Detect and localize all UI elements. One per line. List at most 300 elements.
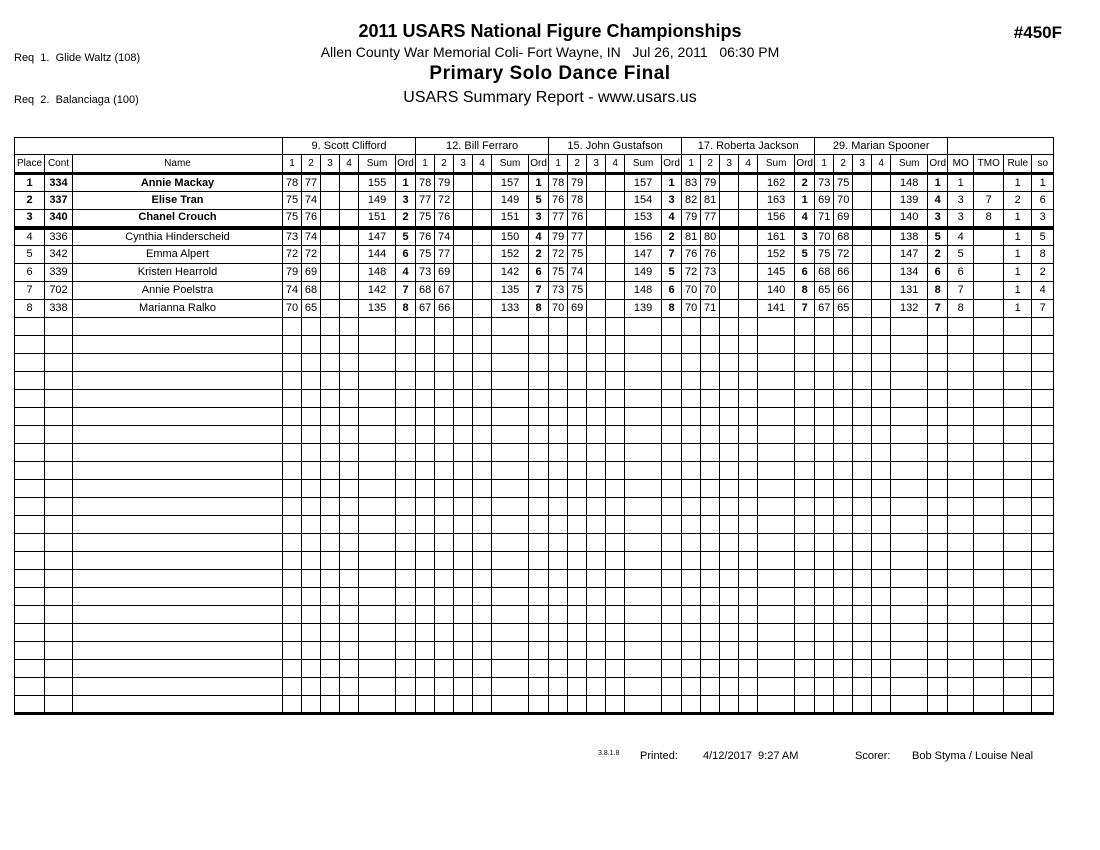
judge3-score-cell <box>549 606 568 624</box>
judge3-ordinal-cell: 8 <box>662 300 682 318</box>
judge4-score-cell <box>739 282 758 300</box>
judge4-score-cell: 82 <box>682 192 701 210</box>
judge5-sum-cell: 139 <box>891 192 928 210</box>
judge5-score-cell <box>834 390 853 408</box>
judge4-score-cell <box>682 624 701 642</box>
judge2-score-cell <box>416 354 435 372</box>
judge4-ordinal-cell <box>795 426 815 444</box>
judge2-score-cell <box>473 696 492 714</box>
judge5-sum-cell <box>891 480 928 498</box>
judge5-score-cell <box>872 624 891 642</box>
judge1-score-cell <box>321 498 340 516</box>
judge1-score-cell <box>321 426 340 444</box>
judge3-score-cell <box>606 444 625 462</box>
judge5-score-cell <box>834 570 853 588</box>
judge3-score-cell <box>587 534 606 552</box>
judge5-score-cell <box>834 336 853 354</box>
judge3-score-cell <box>568 390 587 408</box>
col-header-judge4-3: 3 <box>720 155 739 174</box>
judge2-score-cell <box>454 534 473 552</box>
judge3-score-cell <box>549 354 568 372</box>
contestant-number-cell <box>45 408 73 426</box>
judge3-ordinal-cell: 2 <box>662 228 682 246</box>
judge2-score-cell <box>435 390 454 408</box>
judge3-ordinal-cell: 7 <box>662 246 682 264</box>
judge1-score-cell <box>321 480 340 498</box>
judge4-score-cell: 79 <box>701 174 720 192</box>
judge4-score-cell <box>720 372 739 390</box>
judge5-score-cell <box>834 462 853 480</box>
judge1-ordinal-cell <box>396 678 416 696</box>
judge1-score-cell <box>283 408 302 426</box>
judge3-score-cell <box>587 264 606 282</box>
col-header-judge1-4: 4 <box>340 155 359 174</box>
judge4-sum-cell: 152 <box>758 246 795 264</box>
mo-cell: 3 <box>948 210 974 228</box>
judge3-score-cell <box>549 588 568 606</box>
tmo-cell <box>974 552 1004 570</box>
judge5-ordinal-cell <box>928 480 948 498</box>
judge5-sum-cell <box>891 588 928 606</box>
judge4-ordinal-cell <box>795 408 815 426</box>
judge1-score-cell <box>321 444 340 462</box>
judge2-score-cell <box>473 534 492 552</box>
judge-header-3: 15. John Gustafson <box>549 138 682 155</box>
judge4-sum-cell <box>758 642 795 660</box>
judge4-sum-cell <box>758 606 795 624</box>
judge5-score-cell <box>872 426 891 444</box>
judge2-score-cell <box>416 390 435 408</box>
place-cell <box>15 408 45 426</box>
judge4-ordinal-cell <box>795 462 815 480</box>
judge4-sum-cell <box>758 426 795 444</box>
judge3-score-cell <box>549 408 568 426</box>
judge4-score-cell <box>682 480 701 498</box>
judge1-ordinal-cell: 1 <box>396 174 416 192</box>
place-cell <box>15 480 45 498</box>
judge5-score-cell <box>872 498 891 516</box>
judge1-score-cell <box>302 354 321 372</box>
tmo-cell <box>974 174 1004 192</box>
judge1-sum-cell <box>359 624 396 642</box>
judge1-sum-cell: 147 <box>359 228 396 246</box>
col-header-judge5-ord: Ord <box>928 155 948 174</box>
judge1-sum-cell <box>359 588 396 606</box>
judge3-score-cell <box>568 444 587 462</box>
judge3-score-cell: 77 <box>568 228 587 246</box>
judge5-score-cell <box>853 660 872 678</box>
judge2-score-cell <box>416 588 435 606</box>
rule-cell <box>1004 318 1032 336</box>
judge5-sum-cell <box>891 444 928 462</box>
judge2-ordinal-cell: 2 <box>529 246 549 264</box>
judge2-score-cell <box>435 678 454 696</box>
judge5-ordinal-cell <box>928 696 948 714</box>
judge1-score-cell <box>302 390 321 408</box>
judge4-ordinal-cell <box>795 336 815 354</box>
judge4-ordinal-cell <box>795 354 815 372</box>
judge3-ordinal-cell <box>662 624 682 642</box>
judge2-ordinal-cell <box>529 318 549 336</box>
skater-name-cell <box>73 534 283 552</box>
judge4-sum-cell <box>758 390 795 408</box>
col-header-judge3-4: 4 <box>606 155 625 174</box>
judge2-score-cell <box>435 660 454 678</box>
judge3-score-cell <box>606 390 625 408</box>
judge1-score-cell <box>340 282 359 300</box>
judge1-score-cell: 74 <box>302 192 321 210</box>
judge4-score-cell <box>739 570 758 588</box>
judge5-score-cell <box>872 354 891 372</box>
judge3-score-cell <box>606 480 625 498</box>
empty-row <box>15 408 1054 426</box>
judge1-score-cell <box>340 246 359 264</box>
judge3-sum-cell <box>625 408 662 426</box>
judge1-score-cell <box>340 498 359 516</box>
judge1-score-cell <box>321 228 340 246</box>
col-header-judge4-4: 4 <box>739 155 758 174</box>
rule-cell <box>1004 534 1032 552</box>
judge4-ordinal-cell <box>795 678 815 696</box>
judge2-score-cell <box>454 192 473 210</box>
judge4-score-cell <box>701 390 720 408</box>
judge2-score-cell <box>454 210 473 228</box>
judge4-score-cell <box>701 552 720 570</box>
judge5-sum-cell: 140 <box>891 210 928 228</box>
judge3-score-cell <box>606 300 625 318</box>
so-cell: 5 <box>1032 228 1054 246</box>
judge1-score-cell <box>283 660 302 678</box>
judge4-ordinal-cell: 1 <box>795 192 815 210</box>
tmo-cell <box>974 246 1004 264</box>
rule-cell <box>1004 552 1032 570</box>
judge2-score-cell <box>454 588 473 606</box>
judge2-sum-cell <box>492 588 529 606</box>
col-header-judge2-2: 2 <box>435 155 454 174</box>
judge3-score-cell <box>568 408 587 426</box>
championship-title: 2011 USARS National Figure Championships <box>358 21 742 41</box>
judge1-sum-cell <box>359 696 396 714</box>
judge3-score-cell <box>549 336 568 354</box>
judge5-sum-cell <box>891 516 928 534</box>
judge4-sum-cell <box>758 552 795 570</box>
judge3-score-cell <box>587 462 606 480</box>
judge2-score-cell <box>473 552 492 570</box>
judge1-score-cell <box>283 336 302 354</box>
result-row-place-1 <box>15 174 1054 192</box>
judge1-sum-cell <box>359 570 396 588</box>
judge5-score-cell <box>853 390 872 408</box>
judge1-sum-cell <box>359 534 396 552</box>
judge3-score-cell <box>606 282 625 300</box>
judge1-ordinal-cell: 2 <box>396 210 416 228</box>
rule-cell <box>1004 696 1032 714</box>
judge4-score-cell <box>720 390 739 408</box>
judge2-score-cell <box>435 588 454 606</box>
rule-cell: 1 <box>1004 300 1032 318</box>
rule-cell: 2 <box>1004 192 1032 210</box>
judge1-score-cell <box>340 606 359 624</box>
judge4-ordinal-cell <box>795 624 815 642</box>
rule-cell <box>1004 570 1032 588</box>
judge5-score-cell <box>853 354 872 372</box>
judge3-score-cell <box>606 246 625 264</box>
judge4-sum-cell <box>758 534 795 552</box>
judge4-score-cell <box>682 372 701 390</box>
judge1-score-cell <box>340 354 359 372</box>
judge2-score-cell <box>435 462 454 480</box>
judge4-ordinal-cell <box>795 552 815 570</box>
judge3-ordinal-cell <box>662 336 682 354</box>
judge5-score-cell: 68 <box>834 228 853 246</box>
judge3-ordinal-cell <box>662 444 682 462</box>
judge4-score-cell <box>739 660 758 678</box>
judge3-ordinal-cell <box>662 318 682 336</box>
judge2-sum-cell <box>492 462 529 480</box>
tmo-cell <box>974 300 1004 318</box>
judge3-ordinal-cell: 4 <box>662 210 682 228</box>
result-row-place-8 <box>15 300 1054 318</box>
judge1-ordinal-cell: 6 <box>396 246 416 264</box>
judge5-sum-cell: 147 <box>891 246 928 264</box>
judge4-score-cell <box>682 462 701 480</box>
judge5-score-cell <box>815 624 834 642</box>
judge4-ordinal-cell <box>795 498 815 516</box>
judge4-sum-cell <box>758 588 795 606</box>
judge5-score-cell <box>815 480 834 498</box>
tmo-cell <box>974 498 1004 516</box>
judge1-score-cell <box>283 480 302 498</box>
judge4-score-cell <box>701 336 720 354</box>
so-cell <box>1032 678 1054 696</box>
result-row-place-6 <box>15 264 1054 282</box>
skater-name-cell <box>73 336 283 354</box>
judge1-score-cell <box>283 678 302 696</box>
judge3-score-cell <box>587 552 606 570</box>
judge1-score-cell <box>302 444 321 462</box>
judge1-ordinal-cell: 5 <box>396 228 416 246</box>
judge4-score-cell <box>701 318 720 336</box>
judge5-score-cell <box>853 408 872 426</box>
skater-name-cell <box>73 570 283 588</box>
judge5-score-cell <box>872 588 891 606</box>
judge1-score-cell <box>340 174 359 192</box>
judge5-score-cell <box>872 264 891 282</box>
contestant-number-cell <box>45 552 73 570</box>
place-cell: 2 <box>15 192 45 210</box>
judge5-score-cell <box>853 696 872 714</box>
judge5-score-cell <box>872 606 891 624</box>
judge4-score-cell <box>739 534 758 552</box>
rule-cell: 1 <box>1004 174 1032 192</box>
rule-cell <box>1004 480 1032 498</box>
judge1-ordinal-cell <box>396 408 416 426</box>
judge2-sum-cell: 157 <box>492 174 529 192</box>
judge2-ordinal-cell <box>529 354 549 372</box>
judge4-score-cell <box>701 696 720 714</box>
judge2-score-cell <box>473 624 492 642</box>
judge2-score-cell: 67 <box>435 282 454 300</box>
judge1-sum-cell: 142 <box>359 282 396 300</box>
place-cell: 3 <box>15 210 45 228</box>
judge4-sum-cell: 156 <box>758 210 795 228</box>
judge1-score-cell <box>321 642 340 660</box>
judge4-ordinal-cell <box>795 570 815 588</box>
judge5-score-cell <box>853 480 872 498</box>
empty-row <box>15 570 1054 588</box>
judge4-score-cell <box>720 678 739 696</box>
judge4-score-cell <box>682 570 701 588</box>
judge4-score-cell <box>701 444 720 462</box>
place-cell <box>15 444 45 462</box>
judge3-score-cell <box>606 606 625 624</box>
judge5-sum-cell <box>891 318 928 336</box>
judge2-score-cell <box>473 660 492 678</box>
judge2-sum-cell <box>492 660 529 678</box>
mo-cell <box>948 516 974 534</box>
judge4-score-cell <box>720 228 739 246</box>
judge2-sum-cell <box>492 444 529 462</box>
judge5-sum-cell <box>891 336 928 354</box>
judge2-ordinal-cell <box>529 390 549 408</box>
judge4-score-cell <box>720 408 739 426</box>
judge4-score-cell <box>739 498 758 516</box>
judge3-score-cell <box>606 354 625 372</box>
judge3-ordinal-cell <box>662 570 682 588</box>
judge4-score-cell <box>682 660 701 678</box>
judge1-score-cell <box>321 408 340 426</box>
judge2-ordinal-cell: 8 <box>529 300 549 318</box>
judge1-sum-cell: 135 <box>359 300 396 318</box>
col-header-name: Name <box>73 155 283 174</box>
judge1-score-cell <box>340 336 359 354</box>
judge4-score-cell <box>720 696 739 714</box>
judge2-score-cell <box>454 408 473 426</box>
printed-timestamp: 4/12/2017 9:27 AM <box>703 750 799 762</box>
skater-name-cell <box>73 588 283 606</box>
judge1-score-cell <box>283 498 302 516</box>
place-cell <box>15 336 45 354</box>
mo-cell <box>948 606 974 624</box>
so-cell <box>1032 642 1054 660</box>
col-header-judge3-3: 3 <box>587 155 606 174</box>
skater-name-cell <box>73 624 283 642</box>
judge1-score-cell <box>340 300 359 318</box>
judge3-score-cell <box>568 606 587 624</box>
judge4-ordinal-cell <box>795 372 815 390</box>
judge5-ordinal-cell <box>928 678 948 696</box>
judge2-score-cell: 75 <box>416 246 435 264</box>
judge5-score-cell <box>853 372 872 390</box>
judge2-score-cell <box>473 336 492 354</box>
judge1-score-cell <box>283 606 302 624</box>
judge1-score-cell: 65 <box>302 300 321 318</box>
judge3-score-cell <box>606 678 625 696</box>
judge2-score-cell <box>454 390 473 408</box>
judge3-score-cell <box>587 642 606 660</box>
judge4-score-cell: 76 <box>682 246 701 264</box>
judge5-score-cell <box>815 372 834 390</box>
judge4-ordinal-cell <box>795 696 815 714</box>
judge3-score-cell <box>606 426 625 444</box>
so-cell <box>1032 408 1054 426</box>
judge5-score-cell <box>872 462 891 480</box>
skater-name-cell <box>73 354 283 372</box>
judge3-ordinal-cell <box>662 696 682 714</box>
tmo-cell <box>974 570 1004 588</box>
judge4-score-cell <box>720 642 739 660</box>
contestant-number-cell <box>45 534 73 552</box>
judge1-score-cell <box>340 642 359 660</box>
judge1-score-cell <box>283 552 302 570</box>
judge2-sum-cell <box>492 696 529 714</box>
judge5-sum-cell <box>891 660 928 678</box>
judge5-ordinal-cell: 5 <box>928 228 948 246</box>
place-cell <box>15 660 45 678</box>
mo-cell <box>948 624 974 642</box>
judge3-score-cell <box>606 534 625 552</box>
judge5-score-cell <box>853 516 872 534</box>
judge2-sum-cell: 133 <box>492 300 529 318</box>
judge4-score-cell: 72 <box>682 264 701 282</box>
judge4-score-cell <box>701 678 720 696</box>
so-cell: 1 <box>1032 174 1054 192</box>
judge2-score-cell <box>416 462 435 480</box>
judge1-score-cell <box>321 390 340 408</box>
judge2-score-cell <box>473 354 492 372</box>
judge4-score-cell <box>720 426 739 444</box>
judge3-score-cell <box>606 192 625 210</box>
result-row-place-2 <box>15 192 1054 210</box>
judge3-score-cell <box>549 516 568 534</box>
judge4-ordinal-cell: 6 <box>795 264 815 282</box>
judge-header-row <box>15 138 1054 155</box>
judge1-score-cell <box>321 678 340 696</box>
judge2-score-cell <box>454 372 473 390</box>
judge5-score-cell <box>872 300 891 318</box>
place-cell <box>15 534 45 552</box>
judge5-score-cell <box>815 534 834 552</box>
judge4-score-cell <box>682 534 701 552</box>
col-header-place: Place <box>15 155 45 174</box>
so-cell: 3 <box>1032 210 1054 228</box>
mo-cell <box>948 372 974 390</box>
empty-row <box>15 336 1054 354</box>
judge5-score-cell <box>815 606 834 624</box>
judge2-score-cell <box>416 570 435 588</box>
judge2-ordinal-cell <box>529 498 549 516</box>
judge5-sum-cell <box>891 534 928 552</box>
judge4-sum-cell: 162 <box>758 174 795 192</box>
judge1-ordinal-cell <box>396 696 416 714</box>
judge3-score-cell <box>549 390 568 408</box>
judge1-sum-cell <box>359 516 396 534</box>
judge4-sum-cell <box>758 678 795 696</box>
judge4-score-cell <box>682 390 701 408</box>
judge3-score-cell <box>606 642 625 660</box>
judge1-score-cell <box>302 498 321 516</box>
rule-cell: 1 <box>1004 228 1032 246</box>
col-header-judge1-3: 3 <box>321 155 340 174</box>
judge2-score-cell <box>473 246 492 264</box>
judge4-score-cell <box>720 300 739 318</box>
skater-name-cell <box>73 516 283 534</box>
judge2-ordinal-cell: 5 <box>529 192 549 210</box>
tmo-cell <box>974 390 1004 408</box>
judge2-ordinal-cell <box>529 480 549 498</box>
judge5-score-cell: 75 <box>815 246 834 264</box>
judge4-score-cell <box>720 282 739 300</box>
